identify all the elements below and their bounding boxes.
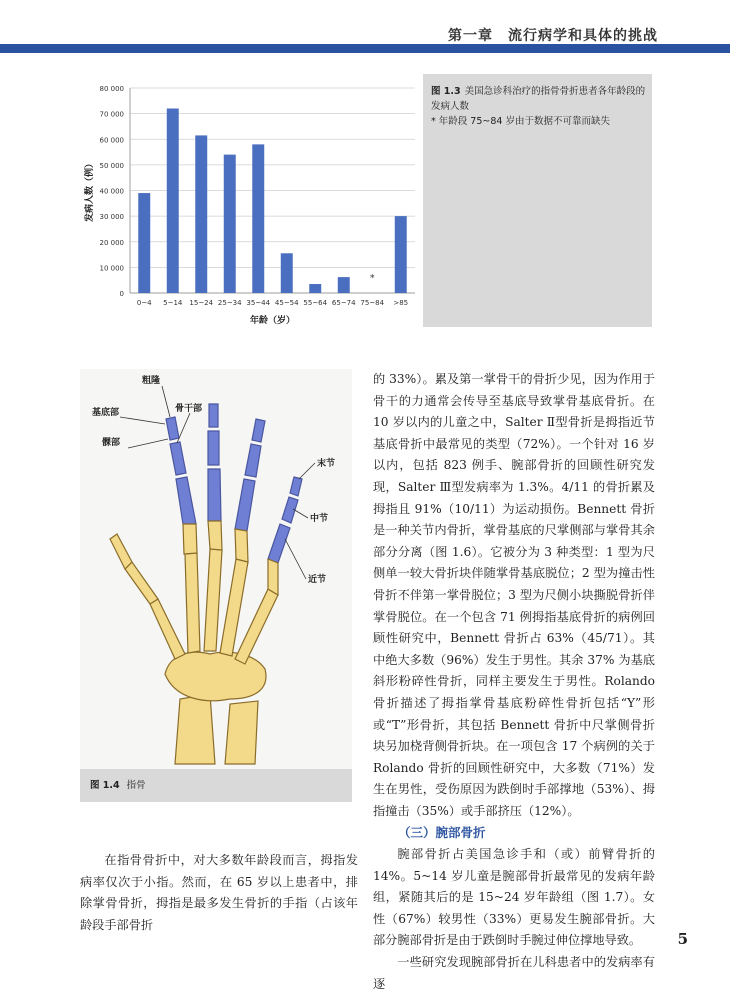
x-tick-label: 15~24: [189, 299, 214, 307]
x-tick-label: 65~74: [331, 299, 356, 307]
bar: [395, 216, 407, 293]
bar: [138, 193, 150, 293]
y-tick-label: 10 000: [99, 264, 124, 273]
bar: [309, 284, 321, 293]
x-tick-label: >85: [393, 299, 409, 307]
y-tick-label: 60 000: [99, 136, 124, 145]
body-column-left: [80, 850, 358, 936]
page-number: 5: [677, 930, 688, 948]
running-header: 第一章 流行病学和具体的挑战: [448, 28, 658, 44]
y-tick-label: 30 000: [99, 213, 124, 222]
label-shaft: 骨干部: [175, 404, 203, 414]
bar: [224, 155, 236, 293]
hand-bones-drawing: [80, 369, 352, 769]
x-tick-label: 0~4: [136, 299, 152, 307]
paragraph: 的 33%）。累及第一掌骨干的骨折少见，因为作用于骨干的力通常会传导至基底导致掌骨基底骨折。在 10 岁以内的儿童之中，Salter Ⅱ型骨折是拇指近节基底骨折中最常见的类型（72%）。一个针对 16 岁以内，包括 823 例手、腕部骨折的回顾性研究发现，Salter Ⅲ型发病率为 1.3%。4/11 的骨折累及拇指且 91%（10/11）为运动损伤。Bennett 骨折是一种关节内骨折，掌骨基底的尺掌侧部与掌骨其余部分分离（图 1.6）。它被分为 3 种类型：1 型为尺侧单一较大骨折块伴随掌骨基底脱位；2 型为撞击性骨折不伴第一掌骨脱位；3 型为尺侧小块撕脱骨折伴掌骨脱位。在一个包含 71 例拇指基底骨折的病例回顾性研究中，Bennett 骨折占 63%（45/71）。其中绝大多数（96%）发生于男性。其余 37% 为基底斜形粉碎性骨折，同样主要发生于男性。Rolando 骨折描述了拇指掌骨基底粉碎性骨折包括“Y”形或“T”形骨折，其包括 Bennett 骨折中尺掌侧骨折块另加桡背侧骨折块。在一项包含 17 个病例的关于 Rolando 骨折的回顾性研究中，大多数（71%）发生在男性，受伤原因为跌倒时手部撑地（53%）、拇指撞击（35%）或手部挤压（12%）。: [373, 372, 655, 818]
label-distal: 末节: [317, 459, 336, 469]
y-tick-label: 40 000: [99, 187, 124, 196]
y-tick-label: 70 000: [99, 110, 124, 119]
paragraph: 在指骨骨折中，对大多数年龄段而言，拇指发病率仅次于小指。然而，在 65 岁以上患者中，排除掌骨骨折，拇指是最多发生骨折的手指（占该年龄段手部骨折: [80, 853, 358, 932]
bar: [167, 109, 179, 294]
bar: [195, 135, 207, 293]
label-proximal: 近节: [308, 575, 327, 585]
figure-caption-text: 美国急诊科治疗的指骨骨折患者各年龄段的发病人数: [431, 86, 646, 112]
y-tick-label: 0: [119, 290, 124, 298]
bar-chart: [80, 74, 423, 327]
label-tuberosity: 粗隆: [142, 376, 161, 386]
figure-1-4-caption: [90, 777, 146, 791]
figure-caption-text: 指骨: [126, 780, 146, 791]
paragraph: 腕部骨折占美国急诊手和（或）前臂骨折的 14%。5~14 岁儿童是腕部骨折最常见的发病年龄组，紧随其后的是 15~24 岁年龄组（图 1.7）。女性（67%）较男性（33%）更易发生腕部骨折。大部分腕部骨折是由于跌倒时手腕过伸位撑地导致。: [373, 847, 655, 948]
figure-1-3-caption: [431, 84, 646, 129]
label-middle: 中节: [310, 514, 329, 524]
figure-1-4-illustration: [80, 369, 352, 769]
section-heading: （三）腕部骨折: [398, 825, 486, 841]
label-condyle: 髁部: [102, 438, 121, 448]
missing-marker: *: [370, 274, 375, 284]
figure-number: 图 1.3: [431, 86, 461, 97]
bar: [338, 277, 350, 293]
y-tick-label: 80 000: [99, 85, 124, 93]
label-base: 基底部: [92, 408, 120, 418]
x-tick-label: 45~54: [274, 299, 299, 307]
y-axis-label: 发病人数（例）: [85, 158, 95, 223]
x-axis-label: 年龄（岁）: [249, 316, 296, 326]
header-bar: [0, 44, 730, 53]
x-tick-label: 25~34: [217, 299, 242, 307]
y-tick-label: 20 000: [99, 238, 124, 247]
bar: [281, 253, 293, 293]
bar: [252, 144, 264, 293]
figure-note: * 年龄段 75~84 岁由于数据不可靠而缺失: [431, 116, 610, 127]
x-tick-label: 5~14: [163, 299, 183, 307]
body-column-right: [373, 369, 655, 995]
x-tick-label: 55~64: [303, 299, 328, 307]
x-tick-label: 75~84: [360, 299, 385, 307]
y-tick-label: 50 000: [99, 161, 124, 170]
figure-number: 图 1.4: [90, 780, 120, 791]
paragraph: 一些研究发现腕部骨折在儿科患者中的发病率有逐: [373, 955, 655, 991]
x-tick-label: 35~44: [246, 299, 271, 307]
